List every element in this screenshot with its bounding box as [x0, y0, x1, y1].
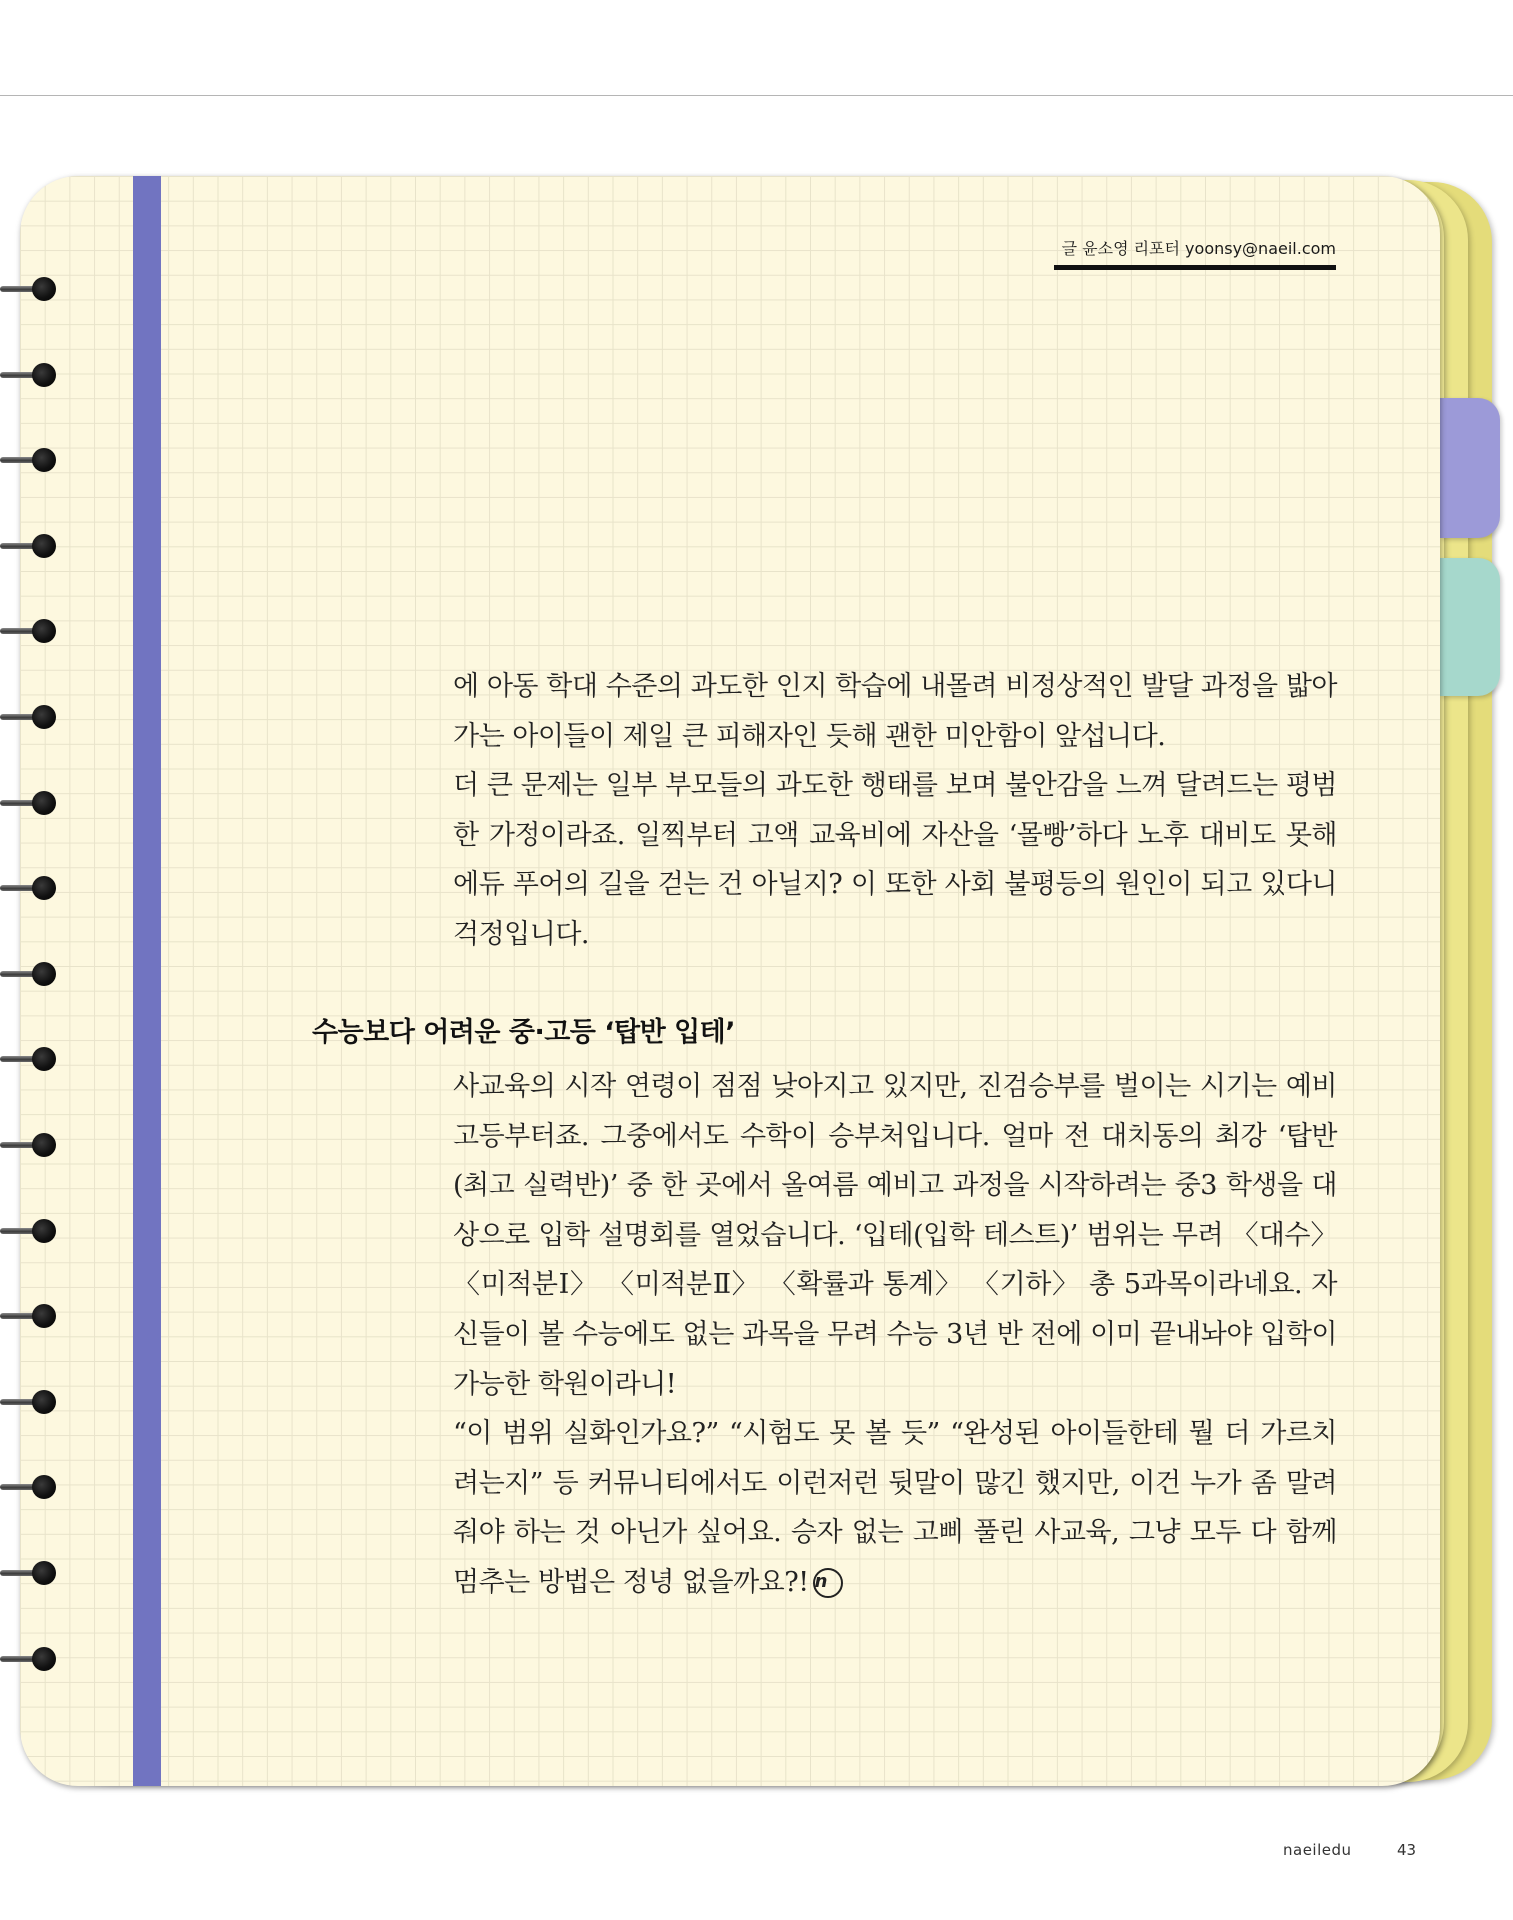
spiral-ring-icon — [0, 619, 60, 643]
spiral-ring-icon — [0, 791, 60, 815]
spiral-ring-icon — [0, 1219, 60, 1243]
page-number: 43 — [1397, 1841, 1417, 1859]
spiral-ring-icon — [0, 1647, 60, 1671]
notebook-tab-mint — [1440, 558, 1500, 696]
paragraph — [453, 1409, 1337, 1607]
spiral-ring-icon — [0, 534, 60, 558]
paragraph-text: “이 범위 실화인가요?” “시험도 못 볼 듯” “완성된 아이들한테 뭘 더 가르치려는지” 등 커뮤니티에서도 이런저런 뒷말이 많긴 했지만, 이건 누가 좀 말려줘야 하는 것 아닌가 싶어요. 승자 없는 고삐 풀린 사교육, 그냥 모두 다 함께 멈추는 방법은 정녕 없을까요?! — [453, 1418, 1337, 1598]
spiral-ring-icon — [0, 705, 60, 729]
intro-text — [453, 662, 1337, 960]
spiral-ring-icon — [0, 1475, 60, 1499]
paragraph: 사교육의 시작 연령이 점점 낮아지고 있지만, 진검승부를 벌이는 시기는 예비고등부터죠. 그중에서도 수학이 승부처입니다. 얼마 전 대치동의 최강 ‘탑반(최고 실력반)’ 중 한 곳에서 올여름 예비고 과정을 시작하려는 중3 학생을 대상으로 입학 설명회를 열었습니다. ‘입테(입학 테스트)’ 범위는 무려 〈대수〉 〈미적분Ⅰ〉 〈미적분Ⅱ〉 〈확률과 통계〉 〈기하〉 총 5과목이라네요. 자신들이 볼 수능에도 없는 과목을 무려 수능 3년 반 전에 이미 끝내놔야 입학이 가능한 학원이라니! — [453, 1071, 1337, 1400]
section-heading: 수능보다 어려운 중·고등 ‘탑반 입테’ — [312, 1017, 736, 1048]
spiral-ring-icon — [0, 1133, 60, 1157]
spiral-ring-icon — [0, 1047, 60, 1071]
spiral-ring-icon — [0, 1390, 60, 1414]
header-divider — [0, 95, 1513, 96]
spiral-ring-icon — [0, 363, 60, 387]
spiral-ring-icon — [0, 277, 60, 301]
byline: 글 윤소영 리포터 yoonsy@naeil.com — [1054, 236, 1336, 270]
section-text — [453, 1062, 1337, 1608]
footer-brand: naeiledu — [1283, 1841, 1352, 1859]
paragraph: 에 아동 학대 수준의 과도한 인지 학습에 내몰려 비정상적인 발달 과정을 밟아가는 아이들이 제일 큰 피해자인 듯해 괜한 미안함이 앞섭니다. — [453, 671, 1337, 752]
paragraph: 더 큰 문제는 일부 부모들의 과도한 행태를 보며 불안감을 느껴 달려드는 평범한 가정이라죠. 일찍부터 고액 교육비에 자산을 ‘몰빵’하다 노후 대비도 못해 에듀 푸어의 길을 걷는 건 아닐지? 이 또한 사회 불평등의 원인이 되고 있다니 걱정입니다. — [453, 770, 1337, 950]
spiral-ring-icon — [0, 1304, 60, 1328]
spiral-ring-icon — [0, 962, 60, 986]
spiral-ring-icon — [0, 1561, 60, 1585]
spiral-ring-icon — [0, 448, 60, 472]
notebook-tab-purple — [1440, 398, 1500, 538]
spiral-ring-icon — [0, 876, 60, 900]
margin-bar — [133, 176, 161, 1786]
end-mark-icon: n — [813, 1568, 843, 1598]
